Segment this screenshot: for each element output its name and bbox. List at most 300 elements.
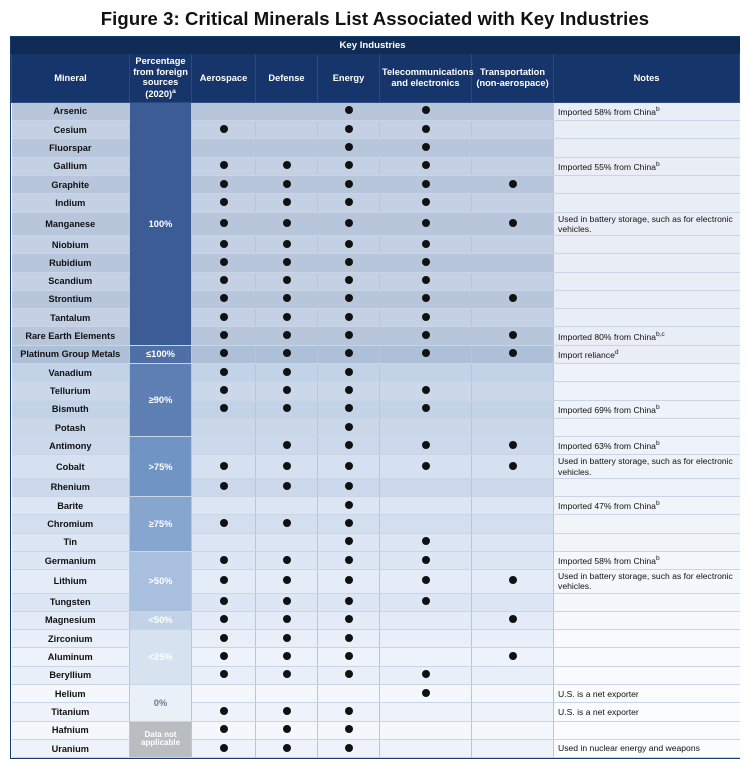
table-row: [12, 739, 740, 757]
critical-minerals-table: [11, 37, 740, 758]
cell-mineral: Hafnium: [12, 721, 130, 739]
cell-aerospace: [192, 739, 256, 757]
cell-transportation: [472, 290, 554, 308]
cell-transportation: [472, 685, 554, 703]
cell-mineral: Vanadium: [12, 363, 130, 381]
industry-dot-icon: [220, 615, 228, 623]
cell-energy: [318, 102, 380, 120]
cell-energy: [318, 254, 380, 272]
industry-dot-icon: [345, 294, 353, 302]
cell-percentage-foreign-sources: >50%: [130, 551, 192, 611]
cell-notes: [554, 721, 740, 739]
industry-dot-icon: [283, 725, 291, 733]
cell-aerospace: [192, 611, 256, 629]
cell-transportation: [472, 611, 554, 629]
cell-mineral: Helium: [12, 685, 130, 703]
cell-telecom: [380, 212, 472, 235]
industry-dot-icon: [422, 125, 430, 133]
cell-transportation: [472, 666, 554, 684]
cell-notes: [554, 533, 740, 551]
cell-telecom: [380, 194, 472, 212]
industry-dot-icon: [220, 331, 228, 339]
cell-aerospace: [192, 551, 256, 569]
cell-aerospace: [192, 630, 256, 648]
table-row: [12, 478, 740, 496]
cell-telecom: [380, 437, 472, 455]
cell-transportation: [472, 533, 554, 551]
industry-dot-icon: [345, 576, 353, 584]
industry-dot-icon: [345, 219, 353, 227]
cell-notes: [554, 611, 740, 629]
cell-notes: [554, 497, 740, 515]
notes-text: Imported 47% from China: [558, 501, 656, 512]
table-row: [12, 685, 740, 703]
cell-notes: [554, 102, 740, 120]
industry-dot-icon: [345, 482, 353, 490]
table-row: [12, 102, 740, 120]
cell-defense: [256, 102, 318, 120]
industry-dot-icon: [345, 556, 353, 564]
industry-dot-icon: [220, 313, 228, 321]
cell-energy: [318, 290, 380, 308]
cell-percentage-foreign-sources: <25%: [130, 630, 192, 685]
cell-transportation: [472, 382, 554, 400]
industry-dot-icon: [422, 689, 430, 697]
cell-mineral: Beryllium: [12, 666, 130, 684]
notes-text: Imported 55% from China: [558, 161, 656, 172]
industry-dot-icon: [283, 634, 291, 642]
cell-notes: [554, 551, 740, 569]
cell-aerospace: [192, 176, 256, 194]
table-row: [12, 194, 740, 212]
cell-mineral: Lithium: [12, 570, 130, 593]
cell-mineral: Tellurium: [12, 382, 130, 400]
cell-defense: [256, 437, 318, 455]
cell-transportation: [472, 345, 554, 363]
cell-transportation: [472, 121, 554, 139]
cell-telecom: [380, 703, 472, 721]
table-row: [12, 497, 740, 515]
cell-energy: [318, 345, 380, 363]
notes-footnote: b: [655, 160, 660, 168]
cell-telecom: [380, 533, 472, 551]
cell-aerospace: [192, 121, 256, 139]
cell-defense: [256, 121, 318, 139]
cell-energy: [318, 176, 380, 194]
industry-dot-icon: [422, 537, 430, 545]
cell-telecom: [380, 272, 472, 290]
cell-energy: [318, 666, 380, 684]
industry-dot-icon: [422, 404, 430, 412]
industry-dot-icon: [283, 404, 291, 412]
notes-text: Used in nuclear energy and weapons: [558, 743, 700, 754]
industry-dot-icon: [509, 652, 517, 660]
cell-telecom: [380, 176, 472, 194]
cell-mineral: Niobium: [12, 235, 130, 253]
industry-dot-icon: [283, 161, 291, 169]
cell-aerospace: [192, 212, 256, 235]
cell-mineral: Germanium: [12, 551, 130, 569]
industry-dot-icon: [283, 368, 291, 376]
industry-dot-icon: [345, 125, 353, 133]
industry-dot-icon: [283, 576, 291, 584]
cell-mineral: Bismuth: [12, 400, 130, 418]
notes-footnote: b,c: [655, 330, 665, 338]
industry-dot-icon: [283, 331, 291, 339]
cell-notes: [554, 739, 740, 757]
industry-dot-icon: [422, 294, 430, 302]
cell-notes: [554, 194, 740, 212]
cell-aerospace: [192, 327, 256, 345]
cell-transportation: [472, 157, 554, 175]
industry-dot-icon: [220, 294, 228, 302]
notes-text: Imported 58% from China: [558, 106, 656, 117]
industry-dot-icon: [345, 670, 353, 678]
cell-notes: [554, 290, 740, 308]
industry-dot-icon: [345, 331, 353, 339]
industry-dot-icon: [509, 441, 517, 449]
table-row: [12, 611, 740, 629]
industry-dot-icon: [422, 331, 430, 339]
cell-transportation: [472, 630, 554, 648]
table-row: [12, 363, 740, 381]
notes-text: Used in battery storage, such as for electronic vehicles.: [558, 213, 733, 234]
industry-dot-icon: [283, 744, 291, 752]
industry-dot-icon: [345, 597, 353, 605]
cell-mineral: Gallium: [12, 157, 130, 175]
cell-telecom: [380, 611, 472, 629]
industry-dot-icon: [283, 386, 291, 394]
cell-defense: [256, 593, 318, 611]
cell-defense: [256, 254, 318, 272]
cell-transportation: [472, 418, 554, 436]
cell-telecom: [380, 721, 472, 739]
cell-transportation: [472, 739, 554, 757]
cell-telecom: [380, 363, 472, 381]
table-row: [12, 630, 740, 648]
industry-dot-icon: [422, 670, 430, 678]
cell-notes: [554, 570, 740, 593]
industry-dot-icon: [422, 106, 430, 114]
industry-dot-icon: [220, 744, 228, 752]
table-row: [12, 157, 740, 175]
table-row: [12, 254, 740, 272]
industry-dot-icon: [283, 180, 291, 188]
industry-dot-icon: [345, 198, 353, 206]
cell-defense: [256, 194, 318, 212]
cell-notes: [554, 648, 740, 666]
industry-dot-icon: [220, 125, 228, 133]
industry-dot-icon: [220, 198, 228, 206]
industry-dot-icon: [283, 441, 291, 449]
cell-aerospace: [192, 363, 256, 381]
cell-percentage-foreign-sources: ≤100%: [130, 345, 192, 363]
cell-defense: [256, 327, 318, 345]
cell-transportation: [472, 721, 554, 739]
industry-dot-icon: [220, 482, 228, 490]
industry-dot-icon: [283, 462, 291, 470]
industry-dot-icon: [220, 576, 228, 584]
industry-dot-icon: [509, 462, 517, 470]
cell-transportation: [472, 309, 554, 327]
cell-telecom: [380, 739, 472, 757]
industry-dot-icon: [509, 349, 517, 357]
cell-telecom: [380, 290, 472, 308]
cell-notes: [554, 593, 740, 611]
industry-dot-icon: [345, 258, 353, 266]
cell-defense: [256, 157, 318, 175]
cell-telecom: [380, 685, 472, 703]
cell-defense: [256, 382, 318, 400]
industry-dot-icon: [422, 576, 430, 584]
cell-energy: [318, 739, 380, 757]
cell-notes: [554, 212, 740, 235]
cell-telecom: [380, 382, 472, 400]
cell-telecom: [380, 551, 472, 569]
cell-telecom: [380, 648, 472, 666]
notes-footnote: b: [655, 403, 660, 411]
cell-aerospace: [192, 309, 256, 327]
cell-defense: [256, 630, 318, 648]
cell-aerospace: [192, 515, 256, 533]
industry-dot-icon: [422, 349, 430, 357]
cell-telecom: [380, 121, 472, 139]
cell-telecom: [380, 515, 472, 533]
table-body: [12, 102, 740, 757]
industry-dot-icon: [220, 634, 228, 642]
cell-aerospace: [192, 648, 256, 666]
cell-energy: [318, 437, 380, 455]
cell-defense: [256, 611, 318, 629]
table-row: [12, 515, 740, 533]
industry-dot-icon: [220, 462, 228, 470]
cell-telecom: [380, 666, 472, 684]
industry-dot-icon: [509, 219, 517, 227]
cell-telecom: [380, 309, 472, 327]
cell-energy: [318, 593, 380, 611]
cell-defense: [256, 345, 318, 363]
cell-defense: [256, 703, 318, 721]
industry-dot-icon: [220, 258, 228, 266]
industry-dot-icon: [345, 240, 353, 248]
cell-mineral: Potash: [12, 418, 130, 436]
cell-mineral: Scandium: [12, 272, 130, 290]
industry-dot-icon: [345, 634, 353, 642]
cell-energy: [318, 497, 380, 515]
cell-aerospace: [192, 290, 256, 308]
industry-dot-icon: [283, 615, 291, 623]
table-row: [12, 272, 740, 290]
cell-aerospace: [192, 721, 256, 739]
cell-energy: [318, 515, 380, 533]
cell-defense: [256, 400, 318, 418]
cell-notes: [554, 703, 740, 721]
figure-title: Figure 3: Critical Minerals List Associated with Key Industries: [100, 8, 650, 29]
cell-mineral: Manganese: [12, 212, 130, 235]
cell-percentage-foreign-sources: 100%: [130, 102, 192, 345]
cell-aerospace: [192, 703, 256, 721]
cell-aerospace: [192, 437, 256, 455]
table-row: [12, 551, 740, 569]
industry-dot-icon: [345, 537, 353, 545]
critical-minerals-table-wrapper: [10, 36, 740, 759]
industry-dot-icon: [220, 368, 228, 376]
cell-aerospace: [192, 593, 256, 611]
cell-transportation: [472, 648, 554, 666]
industry-dot-icon: [283, 519, 291, 527]
cell-transportation: [472, 593, 554, 611]
industry-dot-icon: [220, 725, 228, 733]
table-row: [12, 121, 740, 139]
cell-notes: [554, 272, 740, 290]
cell-transportation: [472, 437, 554, 455]
col-header-percentage-text: Percentage from foreign sources (2020): [133, 56, 188, 100]
industry-dot-icon: [422, 313, 430, 321]
cell-transportation: [472, 570, 554, 593]
cell-transportation: [472, 139, 554, 157]
cell-transportation: [472, 703, 554, 721]
cell-percentage-foreign-sources: ≥90%: [130, 363, 192, 436]
industry-dot-icon: [422, 161, 430, 169]
cell-mineral: Tin: [12, 533, 130, 551]
cell-mineral: Zirconium: [12, 630, 130, 648]
cell-energy: [318, 382, 380, 400]
cell-mineral: Tantalum: [12, 309, 130, 327]
industry-dot-icon: [345, 725, 353, 733]
industry-dot-icon: [345, 106, 353, 114]
cell-defense: [256, 363, 318, 381]
notes-text: U.S. is a net exporter: [558, 688, 639, 699]
cell-defense: [256, 212, 318, 235]
cell-defense: [256, 139, 318, 157]
cell-percentage-foreign-sources: <50%: [130, 611, 192, 629]
industry-dot-icon: [345, 462, 353, 470]
table-row: [12, 570, 740, 593]
industry-dot-icon: [345, 519, 353, 527]
industry-dot-icon: [345, 368, 353, 376]
cell-energy: [318, 685, 380, 703]
cell-mineral: Rubidium: [12, 254, 130, 272]
cell-energy: [318, 533, 380, 551]
col-header-mineral: Mineral: [12, 54, 130, 103]
cell-telecom: [380, 235, 472, 253]
cell-mineral: Tungsten: [12, 593, 130, 611]
table-row: [12, 235, 740, 253]
industry-dot-icon: [220, 219, 228, 227]
cell-telecom: [380, 570, 472, 593]
cell-notes: [554, 345, 740, 363]
cell-energy: [318, 121, 380, 139]
col-header-telecom: Telecommunications and electronics: [380, 54, 472, 103]
cell-notes: [554, 400, 740, 418]
industry-dot-icon: [283, 219, 291, 227]
cell-transportation: [472, 212, 554, 235]
notes-text: Imported 63% from China: [558, 441, 656, 452]
col-header-energy: Energy: [318, 54, 380, 103]
cell-mineral: Rare Earth Elements: [12, 327, 130, 345]
industry-dot-icon: [345, 349, 353, 357]
cell-mineral: Indium: [12, 194, 130, 212]
cell-notes: [554, 478, 740, 496]
cell-mineral: Aluminum: [12, 648, 130, 666]
cell-energy: [318, 455, 380, 478]
cell-telecom: [380, 254, 472, 272]
industry-dot-icon: [422, 180, 430, 188]
cell-notes: [554, 418, 740, 436]
cell-mineral: Cobalt: [12, 455, 130, 478]
industry-dot-icon: [220, 180, 228, 188]
industry-dot-icon: [509, 576, 517, 584]
cell-transportation: [472, 455, 554, 478]
cell-defense: [256, 176, 318, 194]
industry-dot-icon: [283, 240, 291, 248]
cell-telecom: [380, 327, 472, 345]
notes-text: U.S. is a net exporter: [558, 706, 639, 717]
notes-footnote: b: [655, 500, 660, 508]
cell-notes: [554, 254, 740, 272]
cell-defense: [256, 235, 318, 253]
industry-dot-icon: [345, 313, 353, 321]
header-spacer: [12, 38, 192, 54]
cell-aerospace: [192, 272, 256, 290]
cell-defense: [256, 272, 318, 290]
industry-dot-icon: [220, 240, 228, 248]
industry-dot-icon: [345, 615, 353, 623]
cell-energy: [318, 478, 380, 496]
table-head: [12, 38, 740, 103]
notes-text: Imported 58% from China: [558, 555, 656, 566]
cell-energy: [318, 272, 380, 290]
cell-defense: [256, 739, 318, 757]
industry-dot-icon: [345, 161, 353, 169]
industry-dot-icon: [422, 386, 430, 394]
cell-aerospace: [192, 497, 256, 515]
industry-dot-icon: [345, 276, 353, 284]
industry-dot-icon: [345, 652, 353, 660]
table-row: [12, 400, 740, 418]
table-row: [12, 382, 740, 400]
industry-dot-icon: [345, 143, 353, 151]
cell-notes: [554, 121, 740, 139]
header-key-industries: Key Industries: [192, 38, 554, 54]
table-row: [12, 327, 740, 345]
industry-dot-icon: [283, 482, 291, 490]
industry-dot-icon: [345, 441, 353, 449]
industry-dot-icon: [422, 198, 430, 206]
cell-mineral: Platinum Group Metals: [12, 345, 130, 363]
industry-dot-icon: [220, 519, 228, 527]
industry-dot-icon: [345, 386, 353, 394]
industry-dot-icon: [422, 219, 430, 227]
cell-energy: [318, 570, 380, 593]
cell-aerospace: [192, 570, 256, 593]
notes-footnote: b: [655, 555, 660, 563]
cell-energy: [318, 551, 380, 569]
industry-dot-icon: [509, 180, 517, 188]
table-row: [12, 455, 740, 478]
cell-percentage-foreign-sources: 0%: [130, 685, 192, 722]
cell-telecom: [380, 102, 472, 120]
table-row: [12, 593, 740, 611]
table-row: [12, 721, 740, 739]
industry-dot-icon: [220, 556, 228, 564]
cell-mineral: Cesium: [12, 121, 130, 139]
cell-notes: [554, 515, 740, 533]
cell-transportation: [472, 235, 554, 253]
cell-energy: [318, 363, 380, 381]
cell-mineral: Uranium: [12, 739, 130, 757]
industry-dot-icon: [422, 441, 430, 449]
